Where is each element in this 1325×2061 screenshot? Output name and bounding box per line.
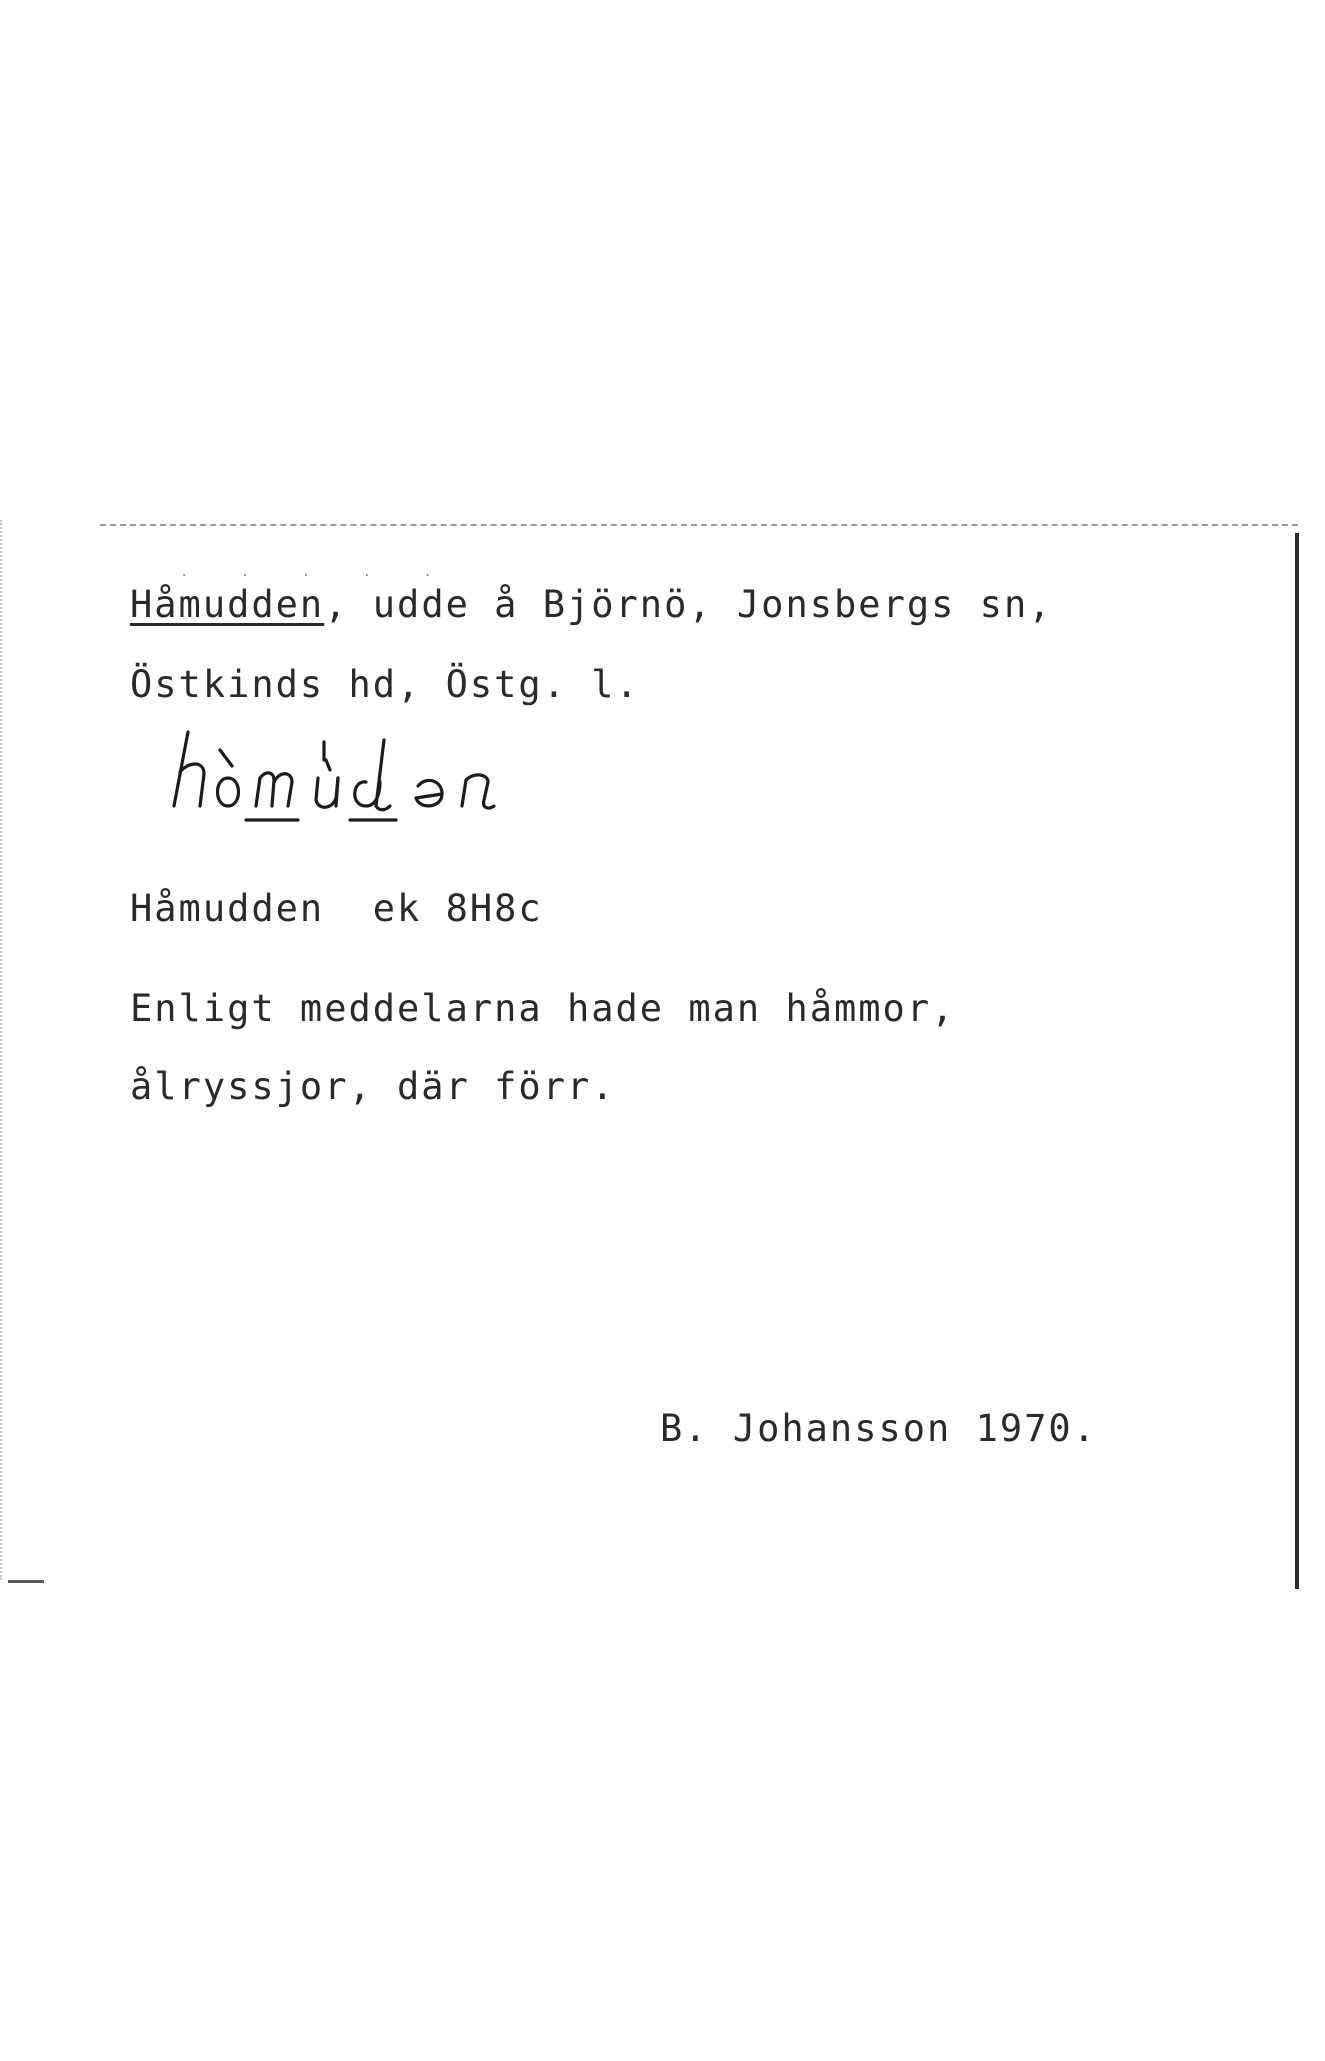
scan-edge-artifact [0,520,8,1580]
map-reference: Håmudden ek 8H8c [130,887,543,930]
entry-location: , udde å Björnö, Jonsbergs sn, [324,583,1053,626]
entry-line-1 [130,583,1053,626]
entry-line-2: Östkinds hd, Östg. l. [130,663,640,706]
note-line-2: ålryssjor, där förr. [130,1065,616,1108]
signature-line: B. Johansson 1970. [660,1407,1097,1450]
stress-marks: · · · · · [180,568,454,584]
phonetic-transcription [170,720,530,830]
note-line-1: Enligt meddelarna hade man håmmor, [130,987,956,1030]
card-right-edge [1295,533,1299,1589]
headword: Håmudden [130,583,325,626]
card-top-edge [100,524,1298,526]
scan-mark [8,1580,44,1583]
